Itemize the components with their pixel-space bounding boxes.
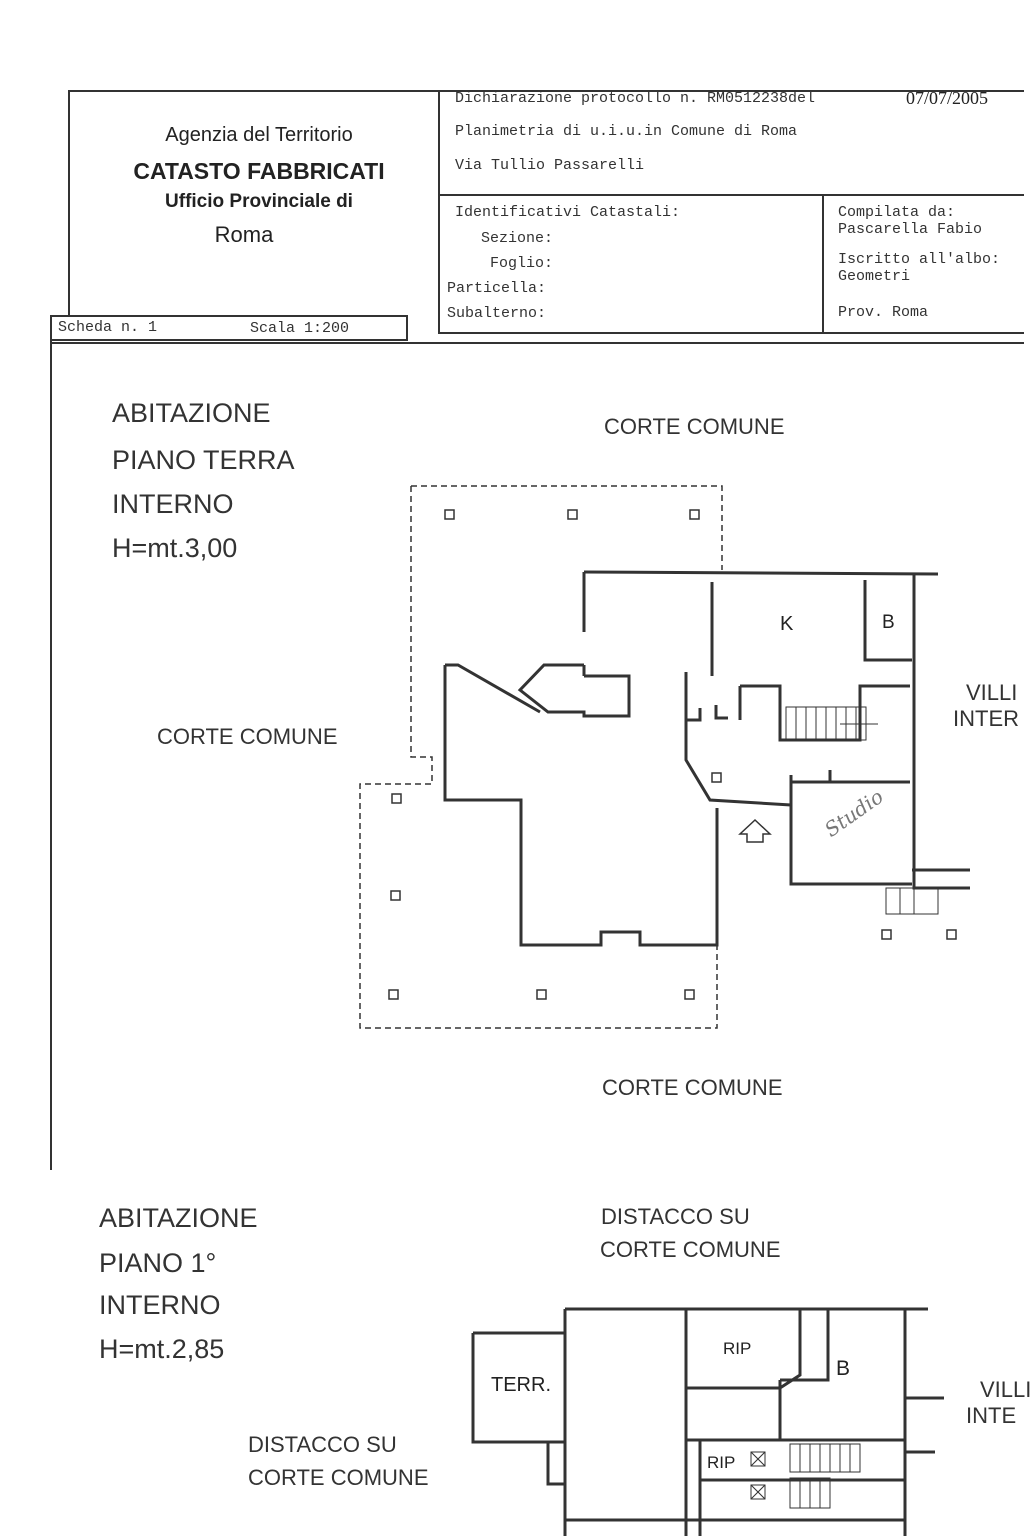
room-storage-label-2: RIP (707, 1453, 736, 1472)
adjacent-villa-label-first-1: VILLI (980, 1377, 1031, 1402)
ground-floor-unit: INTERNO (112, 489, 234, 519)
room-kitchen-label: K (780, 613, 794, 635)
agency-city: Roma (214, 222, 274, 247)
identifier-sezione: Sezione: (481, 230, 554, 247)
entrance-arrow-icon (740, 820, 770, 842)
identifiers-title: Identificativi Catastali: (455, 204, 681, 221)
first-floor-height: H=mt.2,85 (99, 1334, 225, 1364)
distacco-top-line1: DISTACCO SU (601, 1204, 750, 1229)
compiled-by-label: Compilata da: (838, 204, 956, 221)
distacco-top-line2: CORTE COMUNE (600, 1237, 781, 1262)
corte-comune-top: CORTE COMUNE (604, 414, 785, 439)
adjacent-villa-label-1: VILLI (966, 680, 1018, 705)
adjacent-villa-label-first-2: INTE (966, 1403, 1017, 1428)
distacco-left-line1: DISTACCO SU (248, 1432, 397, 1457)
ground-floor-walls (445, 572, 970, 945)
property-address: Via Tullio Passarelli (455, 157, 645, 174)
agency-office: Ufficio Provinciale di (165, 191, 353, 212)
scheda-number: Scheda n. 1 (58, 319, 158, 336)
pillar-markers (389, 510, 956, 999)
corte-comune-left: CORTE COMUNE (157, 724, 338, 749)
declaration-protocol: Dichiarazione protocollo n. RM0512238del (455, 90, 816, 107)
plan-location: Planimetria di u.i.u.in Comune di Roma (455, 123, 798, 140)
compiled-by-name: Pascarella Fabio (838, 221, 983, 238)
corte-comune-bottom: CORTE COMUNE (602, 1075, 783, 1100)
handwritten-studio-note: Studio (820, 784, 888, 842)
ground-floor-title: ABITAZIONE (112, 398, 271, 428)
province: Prov. Roma (838, 304, 929, 321)
room-storage-label-1: RIP (723, 1339, 752, 1358)
ground-floor-level: PIANO TERRA (112, 445, 295, 475)
identifier-foglio: Foglio: (490, 255, 554, 272)
drawing-scale: Scala 1:200 (250, 320, 350, 337)
room-terrace-label: TERR. (491, 1374, 551, 1396)
declaration-date: 07/07/2005 (906, 88, 989, 108)
agency-name: Agenzia del Territorio (165, 124, 353, 146)
first-floor-title: ABITAZIONE (99, 1203, 258, 1233)
identifier-subalterno: Subalterno: (447, 305, 547, 322)
first-floor-stairs (751, 1444, 860, 1508)
registered-label: Iscritto all'albo: (838, 251, 1001, 268)
first-floor-unit: INTERNO (99, 1290, 221, 1320)
adjacent-villa-label-2: INTER (953, 706, 1019, 731)
first-floor-level: PIANO 1° (99, 1248, 217, 1278)
room-bath-label-first: B (836, 1357, 851, 1380)
distacco-left-line2: CORTE COMUNE (248, 1465, 429, 1490)
agency-department: CATASTO FABBRICATI (133, 158, 385, 184)
first-floor-walls (473, 1309, 944, 1536)
identifier-particella: Particella: (447, 280, 547, 297)
courtyard-boundary-dashed (360, 486, 722, 1028)
room-bath-label: B (882, 612, 895, 633)
registered-value: Geometri (838, 268, 911, 285)
ground-floor-height: H=mt.3,00 (112, 533, 238, 563)
